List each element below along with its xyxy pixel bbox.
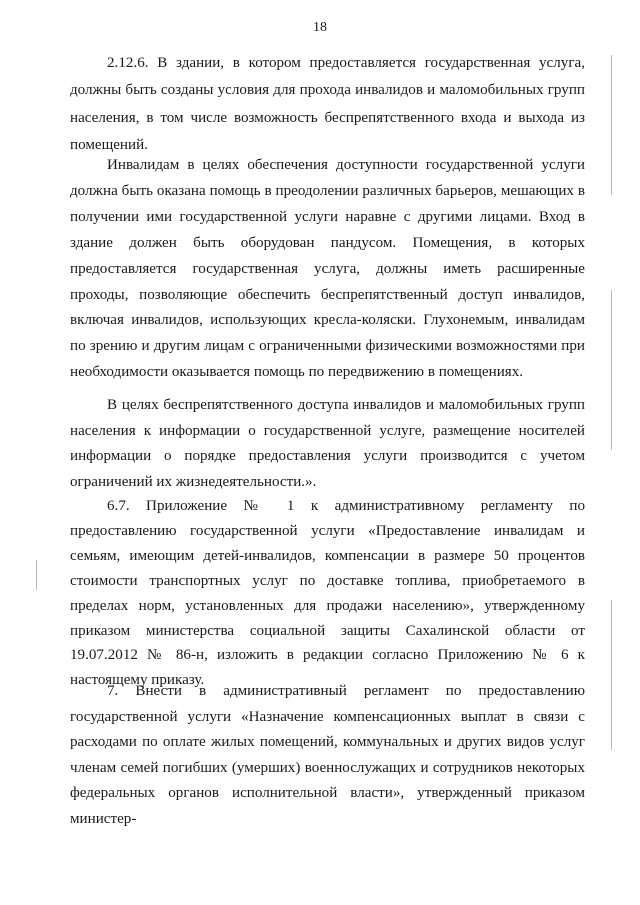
scan-edge-mark xyxy=(611,55,612,195)
scan-edge-mark xyxy=(36,560,37,590)
page-number: 18 xyxy=(313,20,327,35)
paragraph-text: 2.12.6. В здании, в котором предоставляется государственная услуга, должны быть созданы условия для прохода инвалидов и маломобильных групп населения, в том числе возможность беспрепятственного входа и выхода из помещений. xyxy=(70,55,585,154)
paragraph-building-conditions xyxy=(70,50,585,160)
paragraph-text: В целях беспрепятственного доступа инвалидов и маломобильных групп населения к информации о государственной услуге, размещение носителей информации о порядке предоставления услуги производится с учетом ограничений их жизнедеятельности.». xyxy=(70,397,585,490)
paragraph-information-access xyxy=(70,393,585,495)
paragraph-regulation-amendment xyxy=(70,679,585,832)
paragraph-appendix-amendment xyxy=(70,494,585,693)
paragraph-text: Инвалидам в целях обеспечения доступности государственной услуги должна быть оказана помощь в преодолении различных барьеров, мешающих в получении ими государственной услуги наравне с другими лицами. Вход в здание должен быть оборудован пандусом. Помещения, в которых предоставляется государственная услуга, должны иметь расширенные проходы, позволяющие обеспечить беспрепятственный доступ инвалидов, включая инвалидов, использующих кресла-коляски. Глухонемым, инвалидам по зрению и другим лицам с ограниченными физическими возможностями при необходимости оказывается помощь по передвижению в помещениях. xyxy=(70,157,585,381)
paragraph-disabled-assistance xyxy=(70,153,585,386)
paragraph-text: 7. Внести в административный регламент по предоставлению государственной услуги «Назначение компенсационных выплат в связи с расходами по оплате жилых помещений, коммунальных и других видов услуг членам семей погибших (умерших) военнослужащих и сотрудников некоторых федеральных органов исполнительной власти», утвержденный приказом министер- xyxy=(70,683,585,827)
scan-edge-mark xyxy=(611,290,612,450)
paragraph-text: 6.7. Приложение № 1 к административному регламенту по предоставлению государственной услуги «Предоставление инвалидам и семьям, имеющим детей-инвалидов, компенсации в размере 50 процентов стоимости транспортных услуг по доставке топлива, приобретаемого в пределах норм, установленных для продажи населению», утвержденному приказом министерства социальной защиты Сахалинской области от 19.07.2012 № 86-н, изложить в редакции согласно Приложению № 6 к настоящему приказу. xyxy=(70,498,585,689)
scan-edge-mark xyxy=(611,600,612,750)
